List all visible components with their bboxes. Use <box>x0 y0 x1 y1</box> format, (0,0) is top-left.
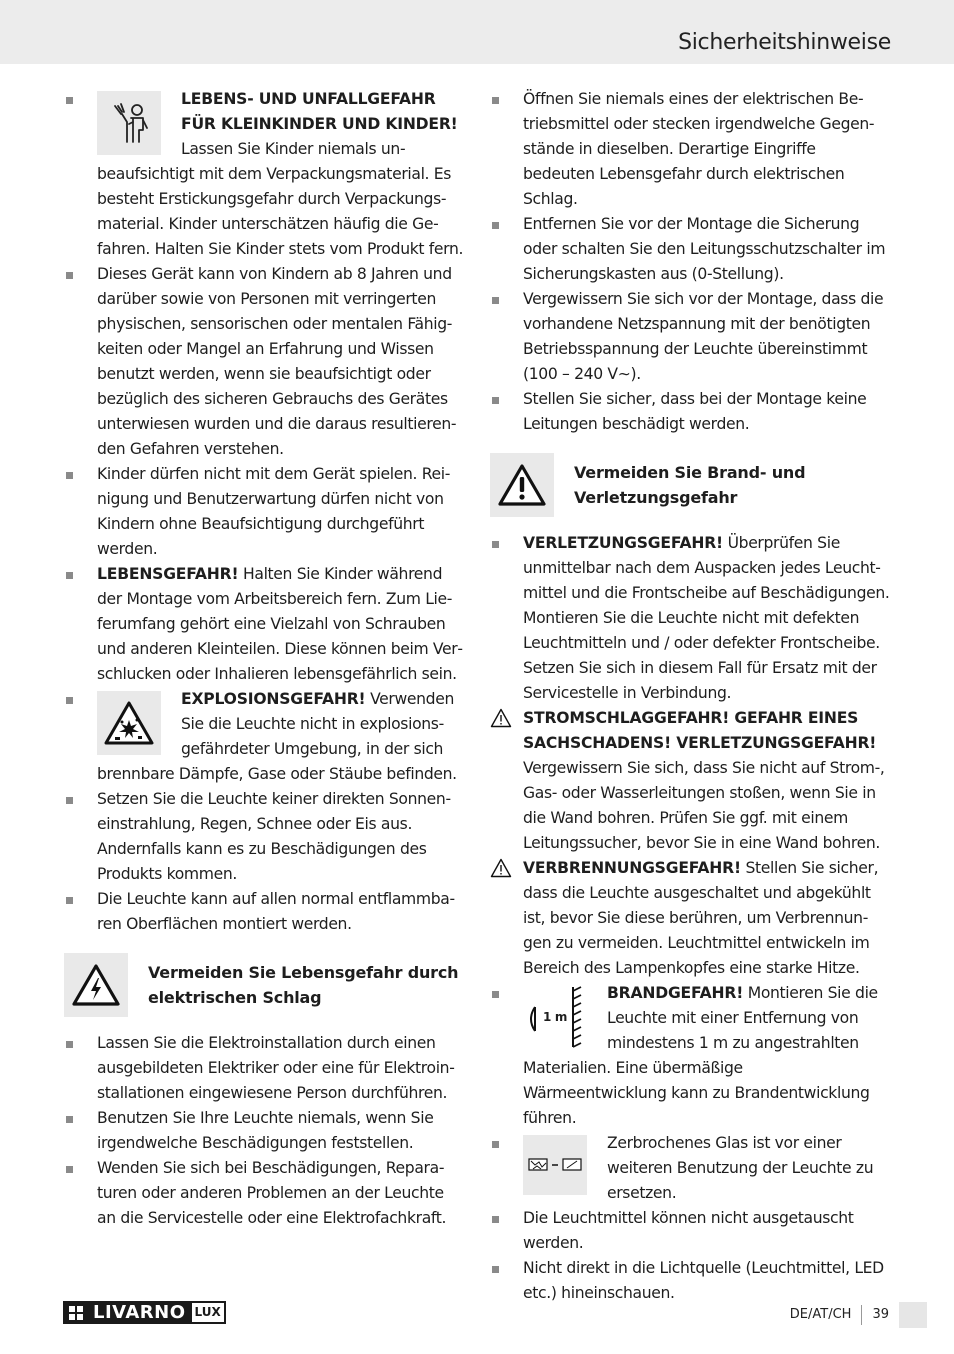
brand-text: LIVARNO <box>93 1302 186 1323</box>
life-warning-text: Halten Sie Kinder während der Montage vom Arbeitsbereich fern. Zum Lieferumfang gehört eine Vielzahl von Schrauben und anderen Kleinteilen. Diese können beim Verschlucken oder Inhalieren lebensgefährlich sein. <box>97 565 463 683</box>
language-code: DE/AT/CH <box>790 1305 863 1325</box>
bullet-square-icon <box>66 1116 73 1123</box>
bullet-square-icon <box>492 1266 499 1273</box>
sun-text: Setzen Sie die Leuchte keiner direkten Sonneneinstrahlung, Regen, Schnee oder Eis aus. Andernfalls kann es zu Beschädigungen des Produkts kommen. <box>97 790 452 883</box>
bullet-square-icon <box>66 1166 73 1173</box>
page-footer <box>790 1302 927 1328</box>
page-title: Sicherheitshinweise <box>678 30 891 55</box>
list-item <box>490 531 890 706</box>
fire-section-heading <box>490 453 890 517</box>
warning-triangle-icon <box>490 453 554 517</box>
bullet-square-icon <box>492 1216 499 1223</box>
kids-warning-bold: LEBENS- UND UNFALLGEFAHR FÜR KLEINKINDER UND KINDER! <box>181 90 458 133</box>
electric-hazard-icon <box>64 953 128 1017</box>
explosion-warning-bold: EXPLOSIONSGEFAHR! <box>181 690 366 708</box>
warning-triangle-icon <box>490 858 512 878</box>
page-number: 39 <box>872 1307 889 1322</box>
list-item <box>64 787 464 887</box>
electric-section-title: Vermeiden Sie Lebensgefahr durch elektrischen Schlag <box>148 963 459 1007</box>
bullet-square-icon <box>66 472 73 479</box>
kids-warning-text: Lassen Sie Kinder niemals unbeaufsichtigt mit dem Verpackungsmaterial. Es besteht Erstickungsgefahr durch Verpackungsmaterial. Kinder unterschätzen häufig die Gefahren. Halten Sie Kinder stets vom Produkt fern. <box>97 140 464 258</box>
injury-warning-bold: VERLETZUNGSGEFAHR! <box>523 534 723 552</box>
replace-text: Die Leuchtmittel können nicht ausgetauscht werden. <box>523 1209 854 1252</box>
distance-1m-icon <box>523 985 587 1049</box>
child-hazard-icon <box>97 91 161 155</box>
list-item <box>64 887 464 937</box>
explosion-icon <box>97 691 161 755</box>
warning-triangle-icon <box>490 708 512 728</box>
damage-text: Benutzen Sie Ihre Leuchte niemals, wenn Sie irgendwelche Beschädigungen feststellen. <box>97 1109 434 1152</box>
list-item <box>490 1256 890 1306</box>
surface-text: Die Leuchte kann auf allen normal entflammbaren Oberflächen montiert werden. <box>97 890 456 933</box>
bullet-square-icon <box>66 97 73 104</box>
list-item <box>64 1156 464 1231</box>
bullet-square-icon <box>492 297 499 304</box>
bullet-square-icon <box>66 697 73 704</box>
shock-warning-text: Vergewissern Sie sich, dass Sie nicht auf Strom-, Gas- oder Wasserleitungen stoßen, wenn Sie in die Wand bohren. Prüfen Sie ggf. mit einem Leitungssucher, bevor Sie in eine Wand bohren. <box>523 759 885 852</box>
age-text: Dieses Gerät kann von Kindern ab 8 Jahren und darüber sowie von Personen mit verringerten physischen, sensorischen oder mentalen Fähigkeiten oder Mangel an Erfahrung und Wissen benutzt werden, wenn sie beaufsichtigt oder bezüglich des sicheren Gebrauchs des Gerätes unterwiesen wurden und die daraus resultierenden Gefahren verstehen. <box>97 265 457 458</box>
page-header <box>0 0 954 64</box>
bullet-square-icon <box>66 572 73 579</box>
service-text: Wenden Sie sich bei Beschädigungen, Reparaturen oder anderen Problemen an der Leuchte an die Servicestelle oder eine Elektrofachkraft. <box>97 1159 447 1227</box>
list-item <box>64 87 464 262</box>
list-item <box>490 212 890 287</box>
logo-squares-icon <box>69 1306 83 1320</box>
burn-warning-bold: VERBRENNUNGSGEFAHR! <box>523 859 741 877</box>
look-text: Nicht direkt in die Lichtquelle (Leuchtmittel, LED etc.) hineinschauen. <box>523 1259 884 1302</box>
fire-warning-bold: BRANDGEFAHR! <box>607 984 744 1002</box>
list-item <box>64 1106 464 1156</box>
bullet-square-icon <box>492 1141 499 1148</box>
list-item <box>490 287 890 387</box>
play-text: Kinder dürfen nicht mit dem Gerät spielen. Reinigung und Benutzerwartung dürfen nicht von Kindern ohne Beaufsichtigung durchgeführt werden. <box>97 465 451 558</box>
bullet-square-icon <box>492 222 499 229</box>
bullet-square-icon <box>492 97 499 104</box>
life-warning-bold: LEBENSGEFAHR! <box>97 565 239 583</box>
brand-logo <box>63 1301 226 1324</box>
bullet-square-icon <box>66 897 73 904</box>
fire-section-title: Vermeiden Sie Brand- und Verletzungsgefahr <box>574 463 806 507</box>
bullet-square-icon <box>492 991 499 998</box>
list-item <box>64 562 464 687</box>
injury-warning-text: Überprüfen Sie unmittelbar nach dem Auspacken jedes Leuchtmittel und die Frontscheibe auf Beschädigungen. Montieren Sie die Leuchte nicht mit defekten Leuchtmitteln und / oder defekter Frontscheibe. Setzen Sie sich in diesem Fall für Ersatz mit der Servicestelle in Verbindung. <box>523 534 890 702</box>
open-text: Öffnen Sie niemals eines der elektrischen Betriebsmittel oder stecken irgendwelche Gegenstände in dieselben. Derartige Eingriffe bedeuten Lebensgefahr durch elektrischen Schlag. <box>523 90 875 208</box>
list-item <box>490 856 890 981</box>
cables-text: Stellen Sie sicher, dass bei der Montage keine Leitungen beschädigt werden. <box>523 390 867 433</box>
broken-glass-icon <box>523 1135 587 1195</box>
glass-text: Zerbrochenes Glas ist vor einer weiteren Benutzung der Leuchte zu ersetzen. <box>607 1134 874 1202</box>
list-item <box>490 706 890 856</box>
list-item <box>64 262 464 462</box>
shock-warning-bold: STROMSCHLAGGEFAHR! GEFAHR EINES SACHSCHADENS! VERLETZUNGSGEFAHR! <box>523 709 877 752</box>
list-item <box>64 1031 464 1106</box>
left-column <box>64 87 464 1231</box>
bullet-square-icon <box>492 397 499 404</box>
list-item <box>490 1206 890 1256</box>
list-item <box>64 687 464 787</box>
list-item <box>490 387 890 437</box>
explosion-warning-text: Verwenden Sie die Leuchte nicht in explosionsgefährdeter Umgebung, in der sich brennbare Dämpfe, Gase oder Stäube befinden. <box>97 690 457 783</box>
page-tab <box>899 1302 927 1328</box>
list-item <box>490 981 890 1131</box>
bullet-square-icon <box>66 272 73 279</box>
voltage-text: Vergewissern Sie sich vor der Montage, dass die vorhandene Netzspannung mit der benötigten Betriebsspannung der Leuchte übereinstimmt (100 – 240 V∼). <box>523 290 884 383</box>
list-item <box>490 1131 890 1206</box>
brand-name <box>63 1301 190 1324</box>
bullet-square-icon <box>492 541 499 548</box>
burn-warning-text: Stellen Sie sicher, dass die Leuchte ausgeschaltet und abgekühlt ist, bevor Sie diese berühren, um Verbrennungen zu vermeiden. Leuchtmittel entwickeln im Bereich des Lampenkopfes eine starke Hitze. <box>523 859 879 977</box>
right-column <box>490 87 890 1306</box>
fuse-text: Entfernen Sie vor der Montage die Sicherung oder schalten Sie den Leitungsschutzschalter im Sicherungskasten aus (0-Stellung). <box>523 215 886 283</box>
electric-section-heading <box>64 953 464 1017</box>
brand-sub: LUX <box>190 1301 226 1324</box>
list-item <box>490 87 890 212</box>
fire-warning-text: Montieren Sie die Leuchte mit einer Entfernung von mindestens 1 m zu angestrahlten Materialien. Eine übermäßige Wärmeentwicklung kann zu Brandentwicklung führen. <box>523 984 878 1127</box>
electrician-text: Lassen Sie die Elektroinstallation durch einen ausgebildeten Elektriker oder eine für Elektroinstallationen eingewiesene Person durchführen. <box>97 1034 455 1102</box>
bullet-square-icon <box>66 797 73 804</box>
distance-label: 1 m <box>543 1010 567 1024</box>
bullet-square-icon <box>66 1041 73 1048</box>
list-item <box>64 462 464 562</box>
